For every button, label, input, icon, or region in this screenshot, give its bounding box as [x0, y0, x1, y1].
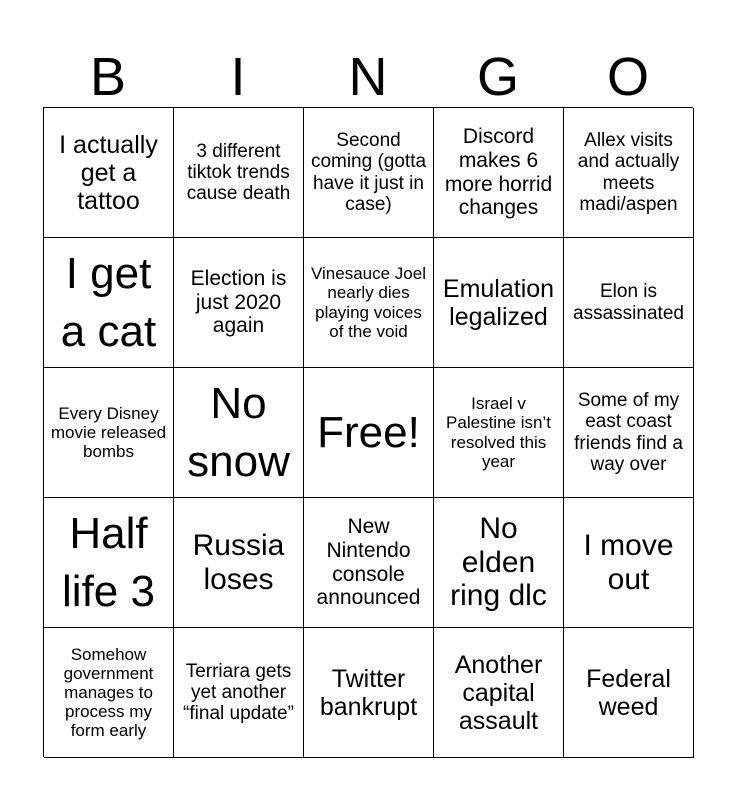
- bingo-cell-r1-c2[interactable]: [174, 108, 304, 238]
- cell-text: I actually get a tattoo: [59, 130, 158, 215]
- cell-text: Half life 3: [62, 509, 155, 616]
- bingo-cell-r2-c2[interactable]: [174, 238, 304, 368]
- cell-text: Russia loses: [192, 528, 285, 596]
- cell-text: 3 different tiktok trends cause death: [186, 140, 291, 205]
- bingo-cell-r4-c1[interactable]: [44, 498, 174, 628]
- bingo-cell-r4-c5[interactable]: [564, 498, 694, 628]
- header-letter-i: I: [230, 47, 246, 107]
- cell-text: Discord makes 6 more horrid changes: [444, 125, 553, 220]
- cell-text: Allex visits and actually meets madi/aspen: [577, 129, 680, 215]
- bingo-cell-r1-c1[interactable]: [44, 108, 174, 238]
- cell-text: New Nintendo console announced: [316, 515, 421, 610]
- cell-text: Israel v Palestine isn’t resolved this year: [446, 394, 551, 471]
- bingo-cell-r2-c1[interactable]: [44, 238, 174, 368]
- bingo-cell-r5-c3[interactable]: [304, 628, 434, 758]
- cell-text: Some of my east coast friends find a way over: [574, 389, 683, 475]
- cell-text: Free!: [317, 407, 420, 457]
- bingo-cell-r5-c5[interactable]: [564, 628, 694, 758]
- bingo-cell-r3-c4[interactable]: [434, 368, 564, 498]
- bingo-cell-r5-c4[interactable]: [434, 628, 564, 758]
- cell-text: Vinesauce Joel nearly dies playing voices of the void: [311, 264, 426, 341]
- bingo-cell-r5-c2[interactable]: [174, 628, 304, 758]
- cell-text: No elden ring dlc: [450, 512, 547, 613]
- bingo-cell-free[interactable]: [304, 368, 434, 498]
- bingo-cell-r3-c1[interactable]: [44, 368, 174, 498]
- header-letter-g: G: [476, 47, 519, 107]
- cell-text: Federal weed: [586, 664, 671, 721]
- bingo-cell-r2-c4[interactable]: [434, 238, 564, 368]
- bingo-cell-r4-c2[interactable]: [174, 498, 304, 628]
- bingo-cell-r1-c4[interactable]: [434, 108, 564, 238]
- bingo-cell-r4-c3[interactable]: [304, 498, 434, 628]
- bingo-cell-r5-c1[interactable]: [44, 628, 174, 758]
- cell-text: Somehow government manages to process my form early: [63, 644, 154, 741]
- cell-text: Elon is assassinated: [573, 281, 684, 324]
- bingo-cell-r3-c5[interactable]: [564, 368, 694, 498]
- bingo-header: [43, 46, 693, 108]
- bingo-cell-r2-c3[interactable]: [304, 238, 434, 368]
- bingo-cell-r2-c5[interactable]: [564, 238, 694, 368]
- cell-text: Terriara gets yet another “final update”: [183, 660, 294, 725]
- cell-text: I move out: [583, 528, 674, 596]
- bingo-cell-r1-c5[interactable]: [564, 108, 694, 238]
- cell-text: Second coming (gotta have it just in case): [310, 129, 427, 215]
- cell-text: Every Disney movie released bombs: [50, 403, 167, 462]
- cell-text: Emulation legalized: [442, 274, 555, 331]
- bingo-cell-r3-c2[interactable]: [174, 368, 304, 498]
- bingo-cell-r1-c3[interactable]: [304, 108, 434, 238]
- header-letter-b: B: [89, 47, 127, 107]
- cell-text: Election is just 2020 again: [190, 267, 287, 338]
- header-letter-o: O: [606, 47, 649, 107]
- cell-text: Another capital assault: [454, 650, 543, 735]
- bingo-grid: [43, 107, 693, 757]
- cell-text: Twitter bankrupt: [319, 664, 418, 721]
- cell-text: I get a cat: [60, 249, 157, 356]
- cell-text: No snow: [187, 379, 290, 486]
- header-letter-n: N: [348, 47, 388, 107]
- bingo-cell-r4-c4[interactable]: [434, 498, 564, 628]
